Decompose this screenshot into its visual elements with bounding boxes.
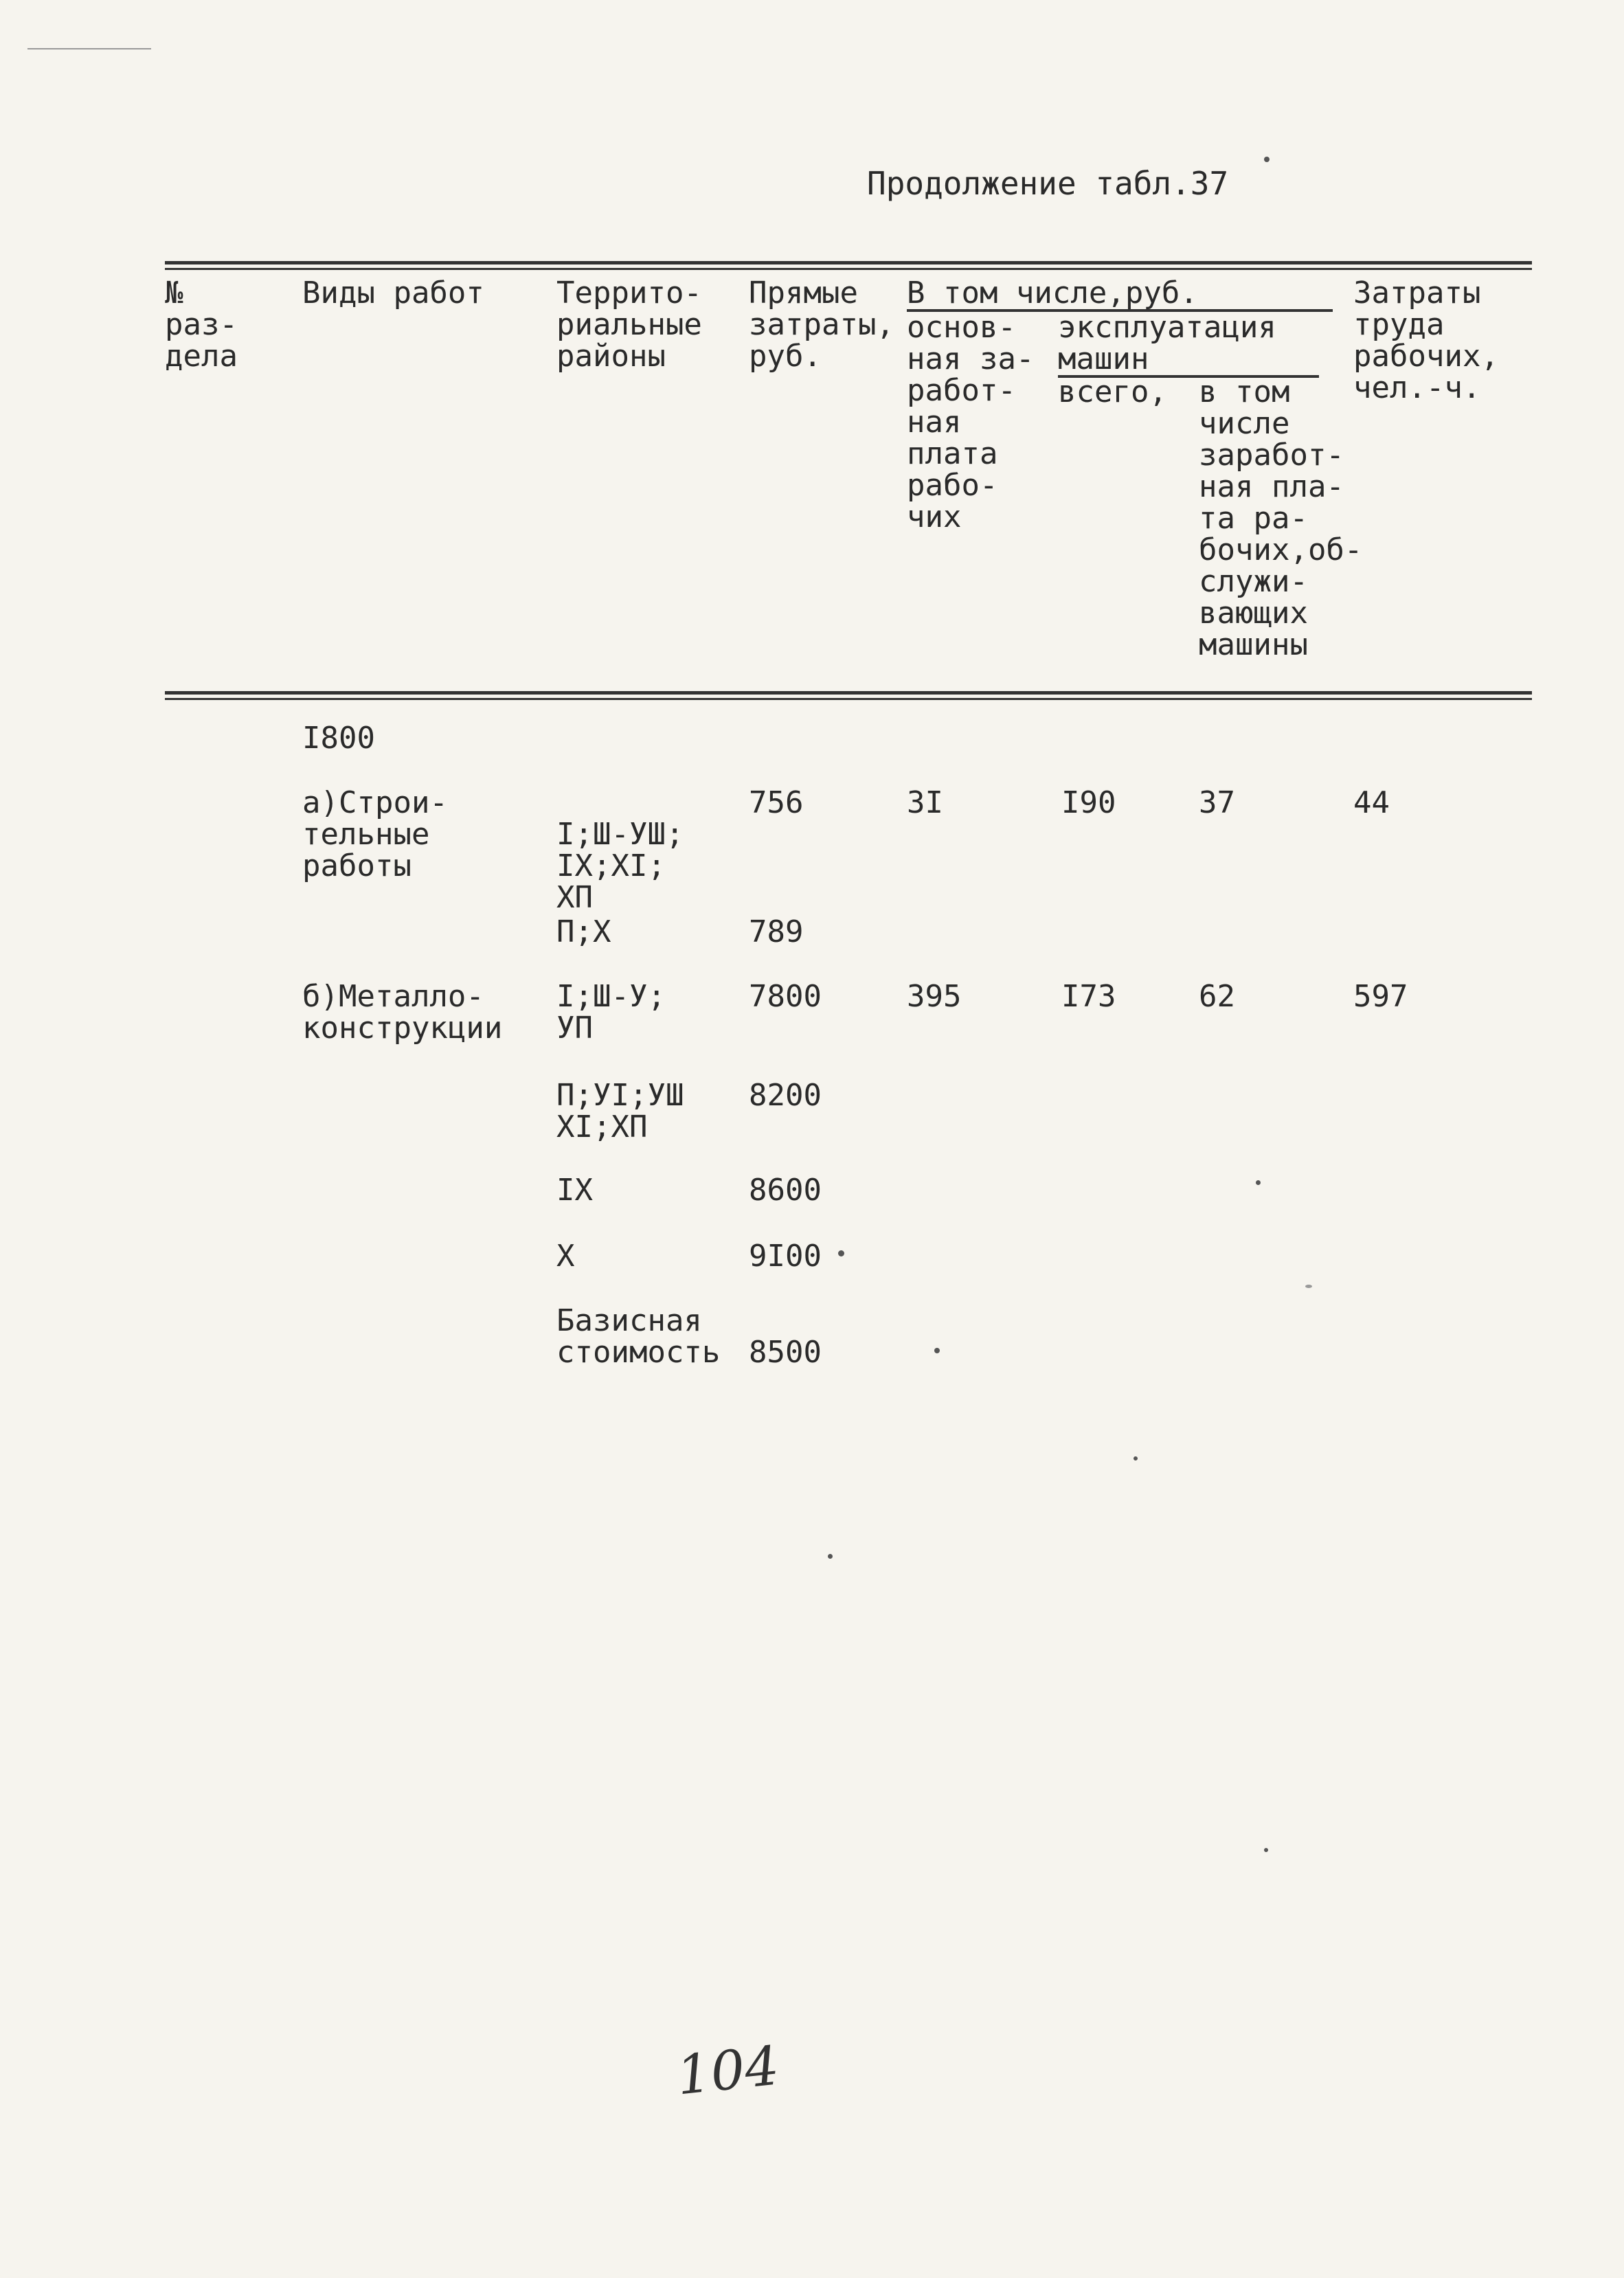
table-top-rule <box>165 261 1532 264</box>
scan-speck <box>1256 1180 1261 1185</box>
machine-total-cell: I90 <box>1061 785 1116 820</box>
machine-wage-cell: 37 <box>1199 785 1235 820</box>
table-top-rule-2 <box>165 268 1532 270</box>
direct-cost-cell: 8500 <box>749 1335 822 1370</box>
section-number: I800 <box>302 721 375 756</box>
labor-cell: 597 <box>1353 979 1408 1014</box>
scan-speck <box>1264 157 1270 162</box>
header-base-wage: основ- ная за- работ- ная плата рабо- чих <box>907 310 1035 534</box>
region-cell: I;Ш-У; УП <box>556 979 666 1046</box>
header-direct-costs: Прямые затраты, руб. <box>749 275 894 374</box>
header-section-no: № раз- дела <box>165 275 238 374</box>
table-header-rule-2 <box>165 698 1532 700</box>
work-type-construction: а)Строи- тельные работы <box>302 785 448 883</box>
table-row <box>556 787 684 914</box>
direct-cost-cell: 8600 <box>749 1173 822 1208</box>
table-header-rule <box>165 691 1532 695</box>
machine-wage-cell: 62 <box>1199 979 1235 1014</box>
header-machine-operation: эксплуатация машин <box>1058 312 1319 378</box>
direct-cost-cell: 7800 <box>749 979 822 1014</box>
region-cell: IX <box>556 1173 593 1208</box>
scan-mark <box>27 48 151 49</box>
region-cell: П;X <box>556 914 611 949</box>
direct-cost-cell: 9I00 <box>749 1239 822 1274</box>
header-work-type: Виды работ <box>302 275 484 311</box>
scan-speck <box>1264 1848 1268 1852</box>
scan-speck <box>934 1348 940 1353</box>
work-type-metal-structures: б)Металло- конструкции <box>302 979 503 1046</box>
wage-cell: 395 <box>907 979 962 1014</box>
labor-cell: 44 <box>1353 785 1390 820</box>
region-cell: I;Ш-УШ; IX;XI; XП <box>556 817 684 915</box>
scan-speck <box>1305 1285 1312 1288</box>
wage-cell: 3I <box>907 785 943 820</box>
region-cell: П;УI;УШ XI;XП <box>556 1078 684 1144</box>
region-cell: X <box>556 1239 575 1274</box>
table-caption: Продолжение табл.37 <box>867 165 1229 202</box>
scan-speck <box>828 1554 833 1559</box>
scan-speck <box>838 1250 844 1256</box>
header-territorial-regions: Террито- риальные районы <box>556 275 702 374</box>
page-number: 104 <box>673 2035 782 2108</box>
direct-cost-cell: 756 <box>749 785 804 820</box>
direct-cost-cell: 789 <box>749 914 804 949</box>
header-machine-wage: в том числе заработ- ная пла- та ра- бочих,об- служи- вающих машины <box>1199 374 1363 662</box>
direct-cost-cell: 8200 <box>749 1078 822 1113</box>
machine-total-cell: I73 <box>1061 979 1116 1014</box>
scan-speck <box>1134 1456 1138 1461</box>
header-total: всего, <box>1058 374 1167 409</box>
header-labor-costs: Затраты труда рабочих, чел.-ч. <box>1353 275 1499 405</box>
header-including: В том числе,руб. <box>907 278 1333 312</box>
region-cell-base-cost: Базисная стоимость <box>556 1303 721 1370</box>
